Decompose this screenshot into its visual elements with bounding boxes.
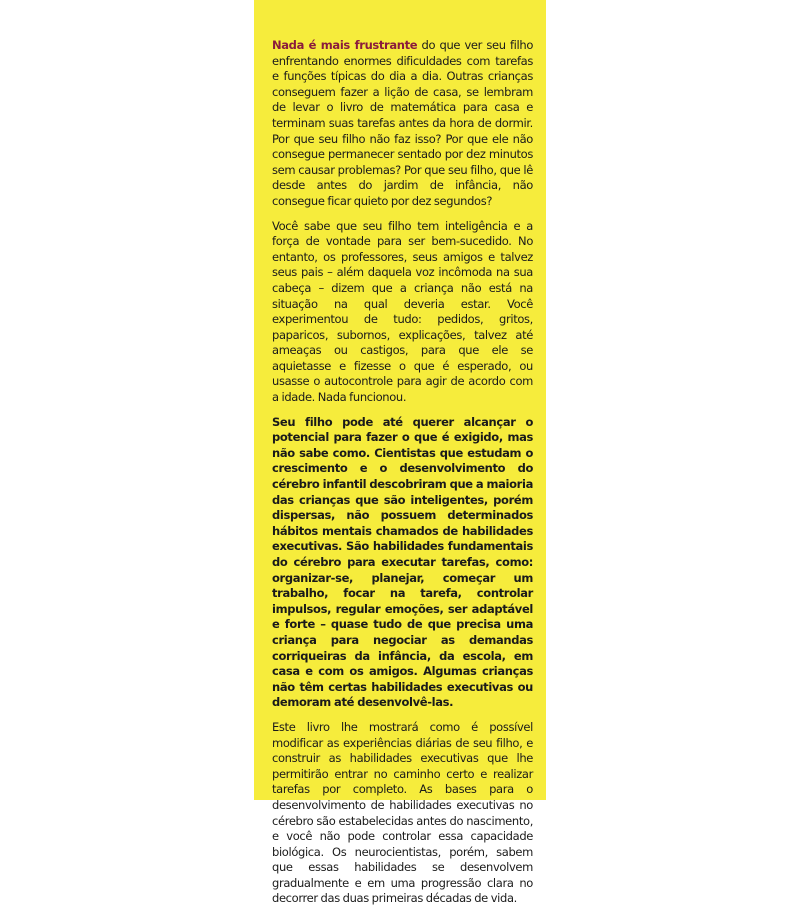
paragraph-book-purpose: Este livro lhe mostrará como é possível modificar as experiências diárias de seu filho, e construir as habilidades executivas que lhe permitirão entrar no caminho certo e realizar tarefas por completo. As bases para o desenvolvimento de habilidades executivas no cérebro são estabelecidas antes do nascimento, e você não pode controlar essa capacidade biológica. Os neurocientistas, porém, sabem que essas habilidades se desenvolvem gradualmente e em uma progressão clara no decorrer das duas primeiras décadas de vida. xyxy=(272,719,533,906)
paragraph-executive-skills: Seu filho pode até querer alcançar o potencial para fazer o que é exigido, mas não sabe como. Cientistas que estudam o crescimento e o desenvolvimento do cérebro infantil descobriram que a maioria das crianças que são inteligentes, porém dispersas, não possuem determinados hábitos mentais chamados de habilidades executivas. São habilidades fundamentais do cérebro para executar tarefas, como: organizar-se, planejar, começar um trabalho, focar na tarefa, controlar impulsos, regular emoções, ser adaptável e forte – quase tudo de que precisa uma criança para negociar as demandas corriqueiras da infância, da escola, em casa e com os amigos. Algumas crianças não têm certas habilidades executivas ou demoram até desenvolvê-las. xyxy=(272,414,533,710)
paragraph-attempts: Você sabe que seu filho tem inteligência e a força de vontade para ser bem-sucedido. No entanto, os professores, seus amigos e talvez seus pais – além daquela voz incômoda na sua cabeça – dizem que a criança não está na situação na qual deveria estar. Você experimentou de tudo: pedidos, gritos, paparicos, subornos, explicações, talvez até ameaças ou castigos, para que ele se aquietasse e fizesse o que é esperado, ou usasse o autocontrole para agir de acordo com a idade. Nada funcionou. xyxy=(272,218,533,405)
flap-text xyxy=(272,38,533,916)
lead-phrase: Nada é mais frustrante xyxy=(272,38,418,52)
book-flap xyxy=(254,0,546,906)
paragraph-intro xyxy=(272,38,533,210)
paragraph-intro-body: do que ver seu filho enfrentando enormes dificuldades com tarefas e funções típicas do dia a dia. Outras crianças conseguem fazer a lição de casa, se lembram de levar o livro de matemática para casa e terminam suas tarefas antes da hora de dormir. Por que seu filho não faz isso? Por que ele não consegue permanecer sentado por dez minutos sem causar problemas? Por que seu filho, que lê desde antes do jardim de infância, não consegue ficar quieto por dez segundos? xyxy=(272,38,534,208)
